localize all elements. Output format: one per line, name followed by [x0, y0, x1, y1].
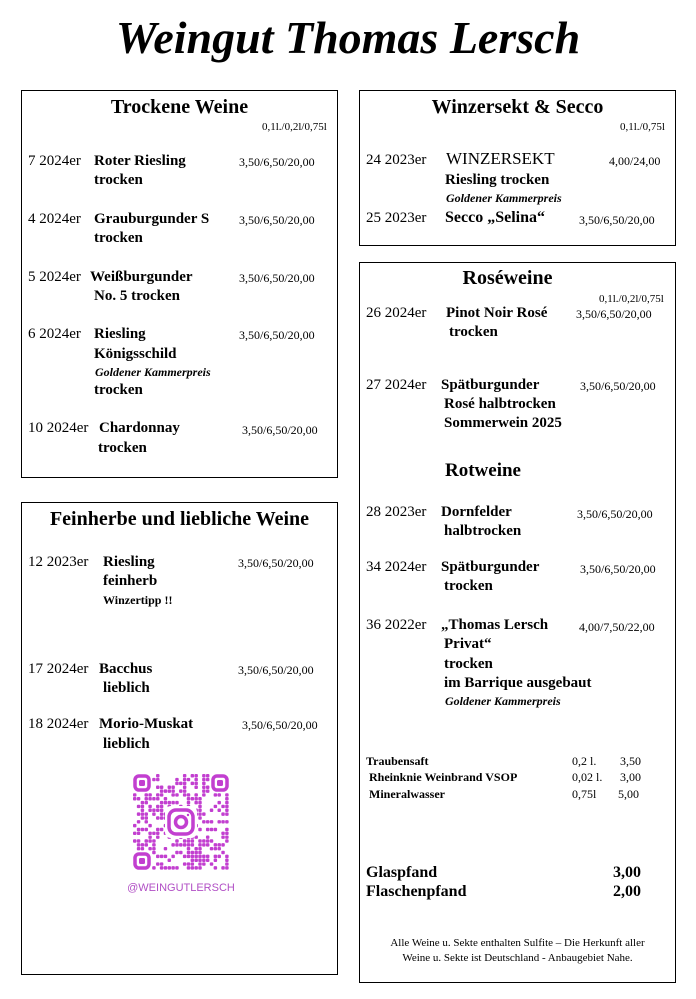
instagram-qr-code[interactable] [133, 774, 229, 870]
wine-price: 4,00/7,50/22,00 [579, 620, 655, 634]
wine-price: 3,50/6,50/20,00 [239, 328, 315, 342]
wine-name: Spätburgunder [441, 559, 540, 575]
wine-detail: trocken [94, 382, 143, 398]
wine-number: 36 2022er [366, 617, 427, 633]
footnote-line: Weine u. Sekte ist Deutschland - Anbaugebiet Nahe. [402, 952, 633, 964]
sulfite-footnote [365, 936, 670, 966]
wine-name: Bacchus [99, 661, 153, 677]
drink-name: Traubensaft [366, 754, 429, 768]
wine-price: 3,50/6,50/20,00 [238, 663, 314, 677]
wine-number: 6 2024er [28, 326, 81, 342]
wine-detail: lieblich [103, 680, 150, 696]
drink-price: 5,00 [618, 787, 639, 801]
drink-price: 3,50 [620, 754, 641, 768]
wine-detail: trocken [449, 324, 498, 340]
wine-detail: Privat“ [444, 636, 492, 652]
wine-name: „Thomas Lersch [441, 617, 549, 633]
wine-detail: trocken [94, 230, 143, 246]
wine-detail: feinherb [103, 573, 158, 589]
wine-detail: Sommerwein 2025 [444, 415, 562, 431]
wine-name: Weißburgunder [90, 269, 193, 285]
wine-number: 28 2023er [366, 504, 427, 520]
wine-award: Goldener Kammerpreis [95, 365, 211, 379]
instagram-handle: @WEINGUTLERSCH [127, 882, 235, 894]
wine-detail: halbtrocken [444, 523, 522, 539]
size-header: 0,1l./0,2l/0,75l [599, 293, 664, 305]
wine-detail: trocken [444, 656, 493, 672]
wine-number: 25 2023er [366, 210, 427, 226]
wine-price: 3,50/6,50/20,00 [242, 718, 318, 732]
footnote-line: Alle Weine u. Sekte enthalten Sulfite – Die Herkunft aller [390, 937, 645, 949]
wine-name: Morio-Muskat [99, 716, 194, 732]
wine-price: 3,50/6,50/20,00 [580, 562, 656, 576]
wine-detail: trocken [98, 440, 147, 456]
size-header: 0,1l./0,2l/0,75l [262, 121, 327, 133]
wine-award: Goldener Kammerpreis [445, 694, 561, 708]
wine-detail: Riesling trocken [445, 172, 550, 188]
wine-name: Riesling [94, 326, 146, 342]
wine-price: 3,50/6,50/20,00 [239, 213, 315, 227]
wine-price: 3,50/6,50/20,00 [239, 155, 315, 169]
wine-number: 10 2024er [28, 420, 89, 436]
wine-name: Spätburgunder [441, 377, 540, 393]
wine-name: Grauburgunder S [94, 211, 210, 227]
wine-number: 27 2024er [366, 377, 427, 393]
wine-award: Goldener Kammerpreis [446, 191, 562, 205]
wine-name: Riesling [103, 554, 155, 570]
wine-name: Chardonnay [99, 420, 180, 436]
wine-name: WINZERSEKT [446, 149, 555, 168]
wine-number: 34 2024er [366, 559, 427, 575]
wine-detail: trocken [94, 172, 143, 188]
wine-price: 3,50/6,50/20,00 [576, 307, 652, 321]
page-title: Weingut Thomas Lersch [115, 12, 581, 63]
drink-name: Rheinknie Weinbrand VSOP [369, 770, 518, 784]
wine-number: 24 2023er [366, 152, 427, 168]
wine-number: 12 2023er [28, 554, 89, 570]
deposit-price: 3,00 [613, 864, 641, 881]
wine-detail: lieblich [103, 736, 150, 752]
wine-detail: Königsschild [94, 346, 177, 362]
wine-price: 4,00/24,00 [609, 154, 661, 168]
deposit-name: Glaspfand [366, 864, 438, 881]
wine-price: 3,50/6,50/20,00 [242, 423, 318, 437]
section-title-rot: Rotweine [445, 460, 521, 481]
drink-price: 3,00 [620, 770, 641, 784]
wine-number: 5 2024er [28, 269, 81, 285]
deposit-name: Flaschenpfand [366, 883, 467, 900]
drink-size: 0,2 l. [572, 754, 597, 768]
section-title-rose: Roséweine [462, 267, 553, 289]
wine-price: 3,50/6,50/20,00 [238, 556, 314, 570]
wine-detail: im Barrique ausgebaut [444, 675, 592, 691]
wine-name: Secco „Selina“ [445, 209, 545, 226]
section-title-sekt: Winzersekt & Secco [431, 96, 604, 118]
wine-price: 3,50/6,50/20,00 [579, 213, 655, 227]
size-header: 0,1l./0,75l [620, 121, 665, 133]
wine-name: Dornfelder [441, 504, 512, 520]
wine-number: 26 2024er [366, 305, 427, 321]
drink-name: Mineralwasser [369, 787, 445, 801]
drink-size: 0,75l [572, 787, 597, 801]
deposit-price: 2,00 [613, 883, 641, 900]
wine-number: 17 2024er [28, 661, 89, 677]
wine-detail: No. 5 trocken [94, 288, 180, 304]
wine-number: 4 2024er [28, 211, 81, 227]
wine-number: 18 2024er [28, 716, 89, 732]
wine-number: 7 2024er [28, 153, 81, 169]
section-title-trockene: Trockene Weine [110, 96, 249, 118]
wine-name: Pinot Noir Rosé [446, 305, 548, 321]
drink-size: 0,02 l. [572, 770, 603, 784]
wine-price: 3,50/6,50/20,00 [577, 507, 653, 521]
wine-price: 3,50/6,50/20,00 [239, 271, 315, 285]
wine-name: Roter Riesling [94, 153, 186, 169]
wine-price: 3,50/6,50/20,00 [580, 379, 656, 393]
wine-detail: trocken [444, 578, 493, 594]
section-title-feinherb: Feinherbe und liebliche Weine [49, 508, 310, 530]
wine-detail: Rosé halbtrocken [444, 396, 556, 412]
wine-note: Winzertipp !! [103, 593, 173, 607]
